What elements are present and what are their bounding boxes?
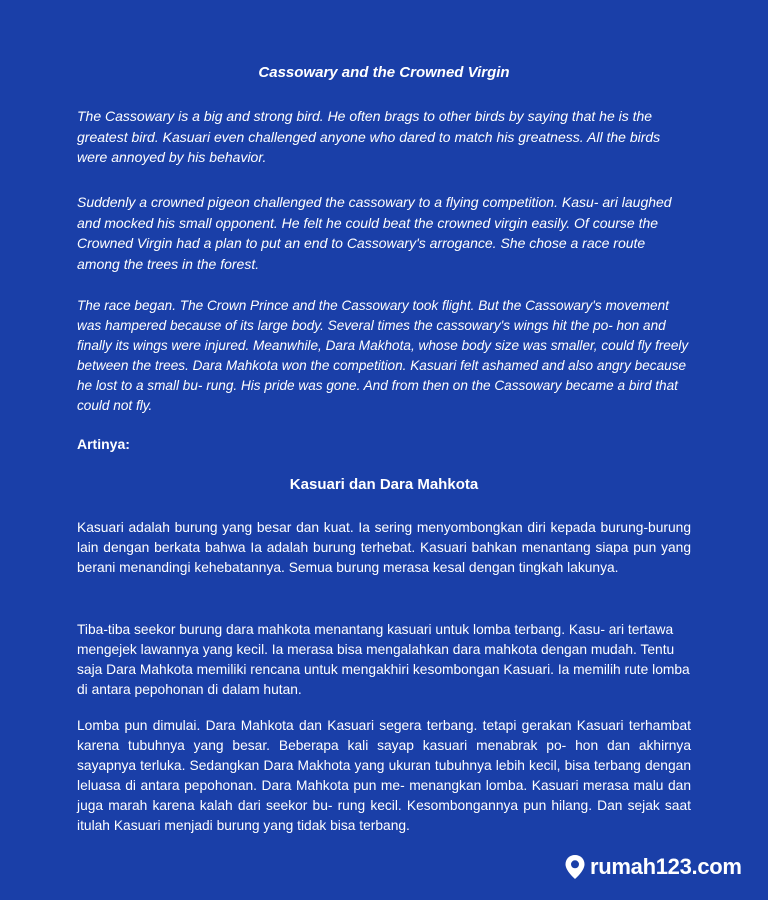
translation-label: Artinya: xyxy=(77,436,130,452)
location-pin-icon xyxy=(564,854,586,880)
indonesian-title: Kasuari dan Dara Mahkota xyxy=(289,476,479,493)
indonesian-paragraph-1: Kasuari adalah burung yang besar dan kuat. Ia sering menyombongkan diri kepada burung-burung lain dengan berkata bahwa Ia adalah burung terhebat. Kasuari bahkan menantang siapa pun yang berani menandingi kehebatannya. Semua burung merasa kesal dengan tingkah lakunya. xyxy=(77,520,691,575)
english-paragraph-1: The Cassowary is a big and strong bird. He often brags to other birds by saying that he is the greatest bird. Kasuari even challenged anyone who dared to match his greatness. All the birds were annoyed by his behavior. xyxy=(77,108,661,165)
english-title: Cassowary and the Crowned Virgin xyxy=(258,64,510,81)
watermark-text: rumah123.com xyxy=(590,854,742,879)
english-paragraph-2: Suddenly a crowned pigeon challenged the cassowary to a flying competition. Kasu- ari laughed and mocked his small opponent. He felt he could beat the crowned virgin easily. Of course the Crowned Virgin had a plan to put an end to Cassowary's arrogance. She chose a race route among the trees in the forest. xyxy=(77,194,672,272)
indonesian-paragraph-2: Tiba-tiba seekor burung dara mahkota menantang kasuari untuk lomba terbang. Kasu- ari tertawa mengejek lawannya yang kecil. Ia merasa bisa mengalahkan dara mahkota dengan mudah. Tentu saja Dara Mahkota memiliki rencana untuk mengakhiri kesombongan Kasuari. Ia memilih rute lomba di antara pepohonan di dalam hutan. xyxy=(77,622,690,697)
indonesian-paragraph-3: Lomba pun dimulai. Dara Mahkota dan Kasuari segera terbang. tetapi gerakan Kasuari terhambat karena tubuhnya yang besar. Beberapa kali sayap kasuari menabrak po- hon dan akhirnya sayapnya terluka. Sedangkan Dara Makhota yang ukuran tubuhnya lebih kecil, bisa terbang dengan leluasa di antara pepohonan. Dara Mahkota pun me- menangkan lomba. Kasuari merasa malu dan juga marah karena kalah dari seekor bu- rung kecil. Kesombongannya pun hilang. Dan sejak saat itulah Kasuari menjadi burung yang tidak bisa terbang. xyxy=(77,718,691,833)
watermark-logo xyxy=(564,852,742,882)
english-paragraph-3: The race began. The Crown Prince and the Cassowary took flight. But the Cassowary's movement was hampered because of its large body. Several times the cassowary's wings hit the po- hon and finally its wings were injured. Meanwhile, Dara Makhota, whose body size was smaller, could fly freely between the trees. Dara Mahkota won the competition. Kasuari felt ashamed and also angry because he lost to a small bu- rung. His pride was gone. And from then on the Cassowary became a bird that could not fly. xyxy=(77,298,689,413)
